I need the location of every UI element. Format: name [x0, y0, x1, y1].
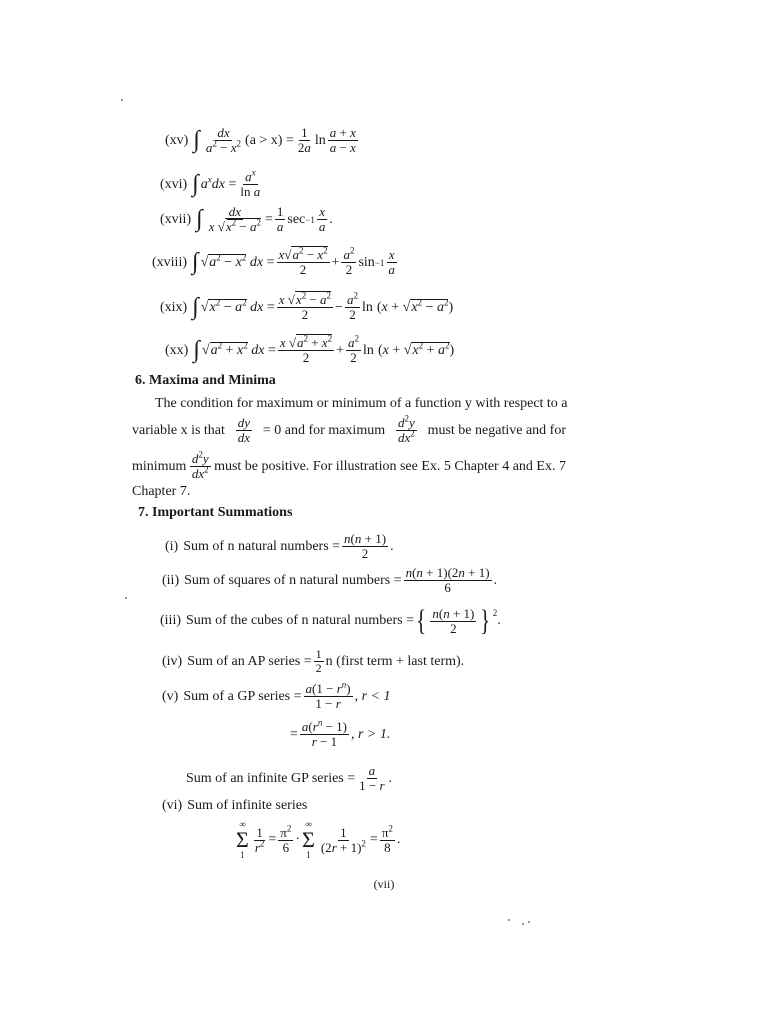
fraction: $\frac{\pi^2}{6}$ — [280, 823, 292, 855]
summation-v — [162, 679, 391, 711]
section6-line4 — [132, 484, 190, 500]
fraction: $\frac{x}{a}$ — [318, 204, 326, 234]
item-text: Sum of squares of n natural numbers = — [184, 572, 402, 588]
item-tail: n (first term + last term). — [325, 653, 465, 669]
fraction: $\frac{x √x^2 - a^2}{2}$ — [278, 290, 332, 322]
section-heading-summations: 7. Important Summations — [138, 505, 293, 520]
summation-infinite-gp: Sum of an infinite GP series = $\frac{a}{1 - r}$ . — [186, 763, 393, 793]
summation-iv — [162, 648, 464, 675]
fraction-dy-dx: $\frac{dy}{dx}$ — [237, 415, 251, 445]
item-text: Sum of a GP series = — [183, 688, 302, 704]
summation-vi — [162, 798, 307, 814]
fraction: $\frac{a(1 - r^n)}{1 - r}$ — [305, 679, 351, 711]
fraction: $\frac{n(n + 1)}{2}$ — [344, 531, 387, 561]
sigma-1: ∞ Σ 1 — [236, 819, 249, 860]
ln-function: ln — [363, 342, 374, 358]
paragraph-text: = 0 and for maximum — [262, 422, 386, 438]
fraction: $\frac{dx}{a^2 - x^2}$ — [205, 125, 242, 155]
item-text: Sum of the cubes of n natural numbers = — [186, 613, 414, 628]
infinite-series-formula: ∞ Σ 1 $\frac{1}{r^2}$ = $\frac{\pi^2}{6}$ · ∞ Σ 1 $\frac{1}{(2r + 1)^2}$ = $\frac{\pi^2}{8}$ . — [236, 819, 401, 860]
fraction: $\frac{dx}{x √x^2 - a^2}$ — [208, 204, 261, 234]
item-text: Sum of an infinite GP series = — [186, 770, 356, 786]
fraction-d2y-dx2: $\frac{d^2y}{dx^2}$ — [397, 413, 415, 445]
item-label: (xvi) — [160, 176, 188, 192]
fraction-d2y-dx2: $\frac{d^2y}{dx^2}$ — [191, 449, 209, 481]
item-label: (i) — [165, 538, 179, 554]
paragraph-text: must be negative and for — [427, 422, 566, 438]
summation-i: (i) Sum of n natural numbers = $\frac{n(n + 1)}{2}$ . — [165, 531, 394, 561]
paragraph-text: must be positive. For illustration see Ex. 5 Chapter 4 and Ex. 7 — [214, 458, 566, 474]
fraction: $\frac{a + x}{a - x}$ — [329, 125, 356, 155]
condition: , r < 1 — [354, 688, 391, 704]
integrand: $√a^2 + x^2$ dx = — [201, 339, 276, 358]
item-text: Sum of an AP series = — [187, 653, 312, 669]
fraction: $\frac{x √a^2 + x^2}{2}$ — [279, 333, 333, 365]
integral-xviii: (xviii) ∫ $√a^2 - x^2$ dx = $\frac{x√a^2 - x^2}{2}$ + $\frac{a^2}{2}$ sin −1 $\frac{x}{a}$ — [152, 245, 395, 277]
fraction: $\frac{x}{a}$ — [388, 247, 395, 277]
condition: , r > 1. — [350, 726, 391, 742]
ln-function: ln — [314, 132, 326, 148]
fraction: $\frac{a^2}{2}$ — [343, 245, 355, 277]
scan-speck — [121, 99, 123, 101]
integral-sign: ∫ — [193, 336, 200, 363]
fraction: $\frac{a^2}{2}$ — [348, 333, 360, 365]
paragraph-text: The condition for maximum or minimum of a function y with respect to a — [155, 396, 568, 411]
paragraph-text: variable x is that — [132, 422, 225, 438]
fraction: $\frac{x√a^2 - x^2}{2}$ — [278, 245, 328, 277]
summation-v-alt: = $\frac{a(r^n - 1)}{r - 1}$ , r > 1. — [290, 717, 391, 749]
fraction: $\frac{1}{a}$ — [276, 204, 284, 234]
sin-function: sin — [358, 254, 375, 270]
ln-function: ln — [361, 299, 373, 315]
left-brace: { — [416, 604, 427, 637]
integral-xv — [165, 126, 360, 155]
item-label: (iii) — [160, 613, 181, 628]
integral-sign: ∫ — [192, 293, 199, 320]
integral-sign: ∫ — [193, 126, 200, 153]
integrand: $a^xdx$ = — [200, 173, 237, 192]
integral-xx: (xx) ∫ $√a^2 + x^2$ dx = $\frac{x √a^2 + x^2}{2}$ + $\frac{a^2}{2}$ ln $(x + √x^2 + a^2)$ — [165, 333, 455, 365]
integrand: $√a^2 - x^2$ dx = — [200, 251, 275, 270]
integrand: $√x^2 - a^2$ dx = — [200, 296, 275, 315]
integral-sign: ∫ — [196, 205, 203, 232]
item-label: (iv) — [162, 653, 183, 669]
item-label: (ii) — [162, 572, 180, 588]
scan-speck — [522, 923, 524, 925]
paragraph-text: Chapter 7. — [132, 484, 191, 499]
fraction: $\frac{1}{2}$ — [315, 647, 322, 675]
summation-iii: (iii) Sum of the cubes of n natural numbers = { $\frac{n(n + 1)}{2}$ } $^2$ . — [160, 604, 501, 637]
scan-speck — [528, 921, 530, 923]
item-label: (xviii) — [152, 254, 187, 270]
fraction: $\frac{1}{(2r + 1)^2}$ — [320, 824, 366, 855]
summation-ii: (ii) Sum of squares of n natural numbers = $\frac{n(n + 1)(2n + 1)}{6}$ . — [162, 565, 498, 595]
fraction: $\frac{n(n + 1)}{2}$ — [432, 605, 475, 636]
ln-argument: $(x + √x^2 - a^2)$ — [376, 296, 454, 315]
right-brace: } — [480, 604, 491, 637]
integral-xix: (xix) ∫ $√x^2 - a^2$ dx = $\frac{x √x^2 - a^2}{2}$ − $\frac{a^2}{2}$ ln $(x + √x^2 - a^2)$ — [160, 290, 454, 322]
fraction: $\frac{a(r^n - 1)}{r - 1}$ — [301, 717, 347, 749]
integral-sign: ∫ — [192, 170, 199, 197]
fraction: $\frac{1}{2a}$ — [297, 125, 311, 155]
item-label: (xix) — [160, 299, 188, 315]
item-text: Sum of n natural numbers = — [183, 538, 341, 554]
ln-argument: $(x + √x^2 + a^2)$ — [377, 339, 455, 358]
scan-speck — [125, 597, 127, 599]
item-label: (xvii) — [160, 211, 192, 227]
item-label: (xv) — [165, 132, 189, 148]
fraction: $\frac{1}{r^2}$ — [254, 824, 265, 855]
integral-xvi — [160, 167, 264, 199]
scan-speck — [508, 919, 510, 921]
fraction: $\frac{n(n + 1)(2n + 1)}{6}$ — [405, 565, 490, 595]
fraction: $\frac{a}{1 - r}$ — [359, 763, 385, 793]
section6-line2 — [132, 413, 566, 445]
item-label: (vi) — [162, 798, 183, 813]
item-label: (v) — [162, 688, 179, 704]
section6-line1 — [155, 396, 568, 412]
integral-xvii: (xvii) ∫ $\frac{dx}{x √x^2 - a^2}$ = $\frac{1}{a}$ sec −1 $\frac{x}{a}$ . — [160, 204, 333, 234]
item-text: Sum of infinite series — [187, 798, 308, 813]
condition: (a > x) = — [245, 132, 294, 148]
fraction: $\frac{\pi^2}{8}$ — [381, 823, 393, 855]
section-heading-maxima-minima: 6. Maxima and Minima — [135, 373, 276, 388]
page-number: (vii) — [373, 877, 395, 891]
integral-sign: ∫ — [192, 248, 199, 275]
sigma-2: ∞ Σ 1 — [302, 819, 315, 860]
fraction: $\frac{a^x}{\text{ln a}}$ — [240, 167, 261, 199]
sec-function: sec — [287, 211, 306, 227]
item-label: (xx) — [165, 342, 189, 358]
fraction: $\frac{a^2}{2}$ — [346, 290, 358, 322]
paragraph-text: minimum — [132, 458, 187, 474]
section6-line3 — [132, 449, 566, 481]
